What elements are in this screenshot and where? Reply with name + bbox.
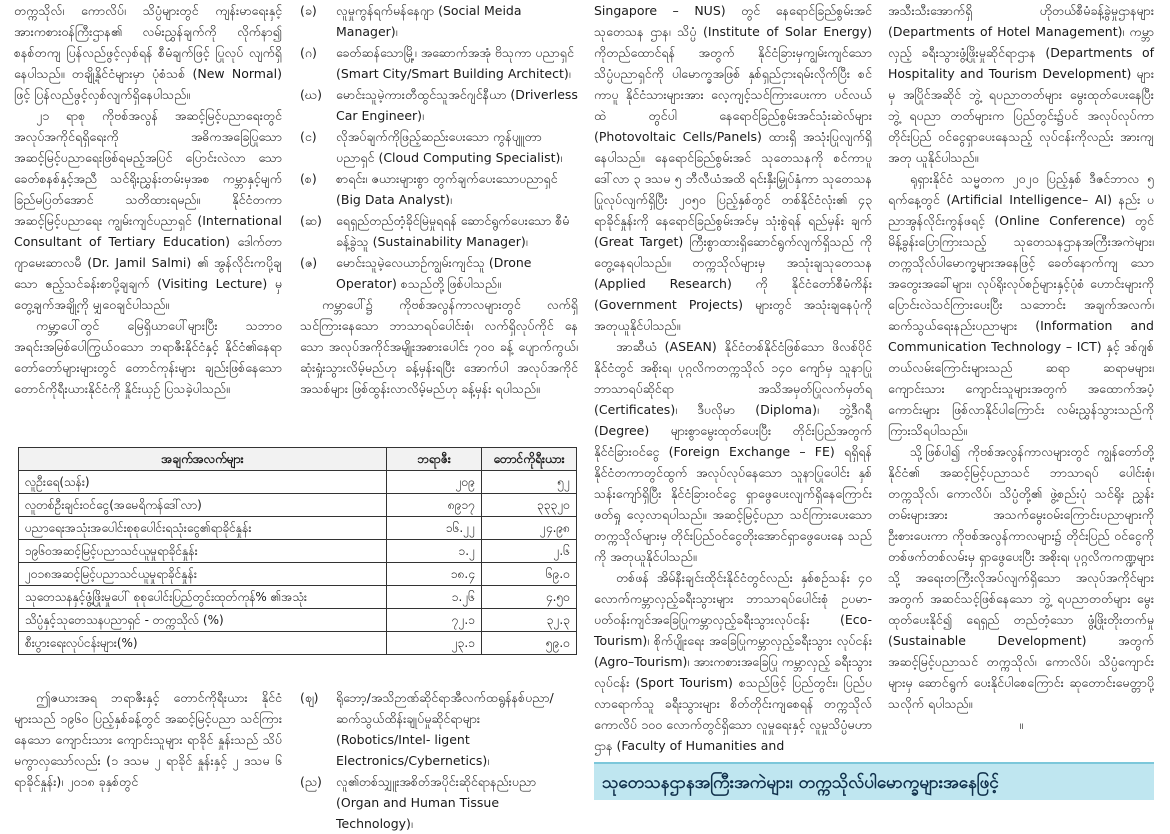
table-row — [19, 517, 577, 540]
section-heading-banner: သုတေသနဌာနအကြီးအကဲများ၊ တက္ကသိုလ်ပါမောက္ခများအနေဖြင့် — [594, 762, 1154, 800]
list-marker: (ည) — [300, 774, 322, 789]
col1-paragraph: ၂၁ ရာစု ကိုဗစ်အလွန် အဆင့်မြင့်ပညာရေးတွင် အလုပ်အကိုင်ရရှိရေးကို အဓိကအခြေပြုသော အဆင့်မြင့်ပညာရေးဖြစ်ရမည့်အပြင် ပြောင်းလဲလာ သောခေတ်စနစ်နှင့်အညီ သင်ရိုးညွှန်းတမ်းမှအစ ကမ္ဘာနှင့်မျက်ခြည်မပြတ်အောင် သတိထားရမည်။ နိုင်ငံတကာ အဆင့်မြင့်ပညာရေး ကျွမ်းကျင်ပညာရှင် (International Consultant of Tertiary Education) ဒေါက်တာ ဂျာမေးဆာလမီ (Dr. Jamil Salmi) ၏ အွန်လိုင်းကပို့ချသော ဧည့်သင်ခန်းစာပို့ချချက် (Visiting Lecture) မှ တွေ့ချက်အချို့ကို မျှဝေချင်ပါသည်။ — [14, 108, 282, 312]
table-cell: ၁.၂ — [387, 540, 482, 563]
table-row — [19, 563, 577, 586]
list-text: လူမှုကွန်ရက်မန်နေဂျာ (Social Meida Manager)၊ — [336, 3, 522, 39]
list-item — [300, 687, 578, 771]
table-cell: ၃၂.၃ — [482, 609, 577, 632]
table-cell: ၆၉.၀ — [482, 563, 577, 586]
list-marker: (ခ) — [300, 3, 317, 18]
list-marker: (ဃ) — [300, 87, 322, 102]
list-item — [300, 126, 578, 168]
list-text: ရေရှည်တည်တံ့ခိုင်မြဲမှုရရန် ဆောင်ရွက်ပေးသော စီမံခန့်ခွဲသူ (Sustainability Manager)၊ — [336, 213, 570, 249]
list-text: စာရင်း၊ ဇယားများစွာ တွက်ချက်ပေးသောပညာရှင် (Big Data Analyst)၊ — [336, 171, 558, 207]
list-item — [300, 252, 578, 294]
list-text: ခေတ်ဆန်သောမြို့၊ အဆောက်အအုံ ဗိသုကာ ပညာရှင် (Smart City/Smart Building Architect)၊ — [336, 45, 574, 81]
list-text: လူ၏တစ်သျှူးအစိတ်အပိုင်းဆိုင်ရာနည်းပညာ (Organ and Human Tissue Technology)၊ — [336, 774, 537, 831]
table-cell: ၇၂.၁ — [387, 609, 482, 632]
table-row — [19, 609, 577, 632]
list-item — [300, 0, 578, 42]
table-cell: လူတစ်ဦးချင်းဝင်ငွေ(အမေရိကန်ဒေါ်လာ) — [19, 494, 387, 517]
column-1 — [14, 0, 282, 440]
list-item — [300, 84, 578, 126]
job-list-continued — [300, 687, 578, 834]
col2-paragraph: ကမ္ဘာပေါ်၌ ကိုဗစ်အလွန်ကာလများတွင် လက်ရှိ သင်ကြားနေသော ဘာသာရပ်ပေါင်းစုံ၊ လက်ရှိလုပ်ကိုင် နေသော အလုပ်အကိုင်အမျိုးအစားပေါင်း ၇၀၀ ခန့် ပျောက်ကွယ်၊ ဆုံးရှုံးသွားလိမ့်မည်ဟု ခန့်မှန်းရပြီး အောက်ပါ အလုပ်အကိုင်အသစ်များ ဖြစ်ထွန်းလာလိမ့်မည်ဟု ခန့်မှန်း ရပါသည်။ — [300, 297, 578, 396]
column-4 — [888, 0, 1154, 758]
list-marker: (ဂ) — [300, 45, 317, 60]
list-marker: (ဇ) — [300, 255, 318, 270]
list-text: ရိုဘော့/အသိဉာဏ်ဆိုင်ရာအီလက်ထရွန်နစ်ပညာ/ ဆက်သွယ်ထိန်းချုပ်မှုဆိုင်ရာများ (Robotics/Intel- ligent Electronics/Cybernetics)၊ — [336, 690, 554, 768]
table-cell: ၁၆.၂၂ — [387, 517, 482, 540]
col3-paragraph: တစ်ဖန် အိမ်နီးချင်းထိုင်းနိုင်ငံတွင်လည်း နှစ်စဉ်သန်း ၄၀ လောက်ကမ္ဘာလှည့်ခရီးသွားများ ဘာသာရပ်ပေါင်းစုံ ဥပမာ- ပတ်ဝန်းကျင်အခြေပြုကမ္ဘာလှည့်ခရီးသွားလုပ်ငန်း (Eco- Tourism)၊ စိုက်ပျိုးရေး အခြေပြုကမ္ဘာလှည့်ခရီးသွား လုပ်ငန်း (Agro–Tourism)၊ အားကစားအခြေပြု ကမ္ဘာလှည့် ခရီးသွားလုပ်ငန်း (Sport Tourism) စသည်ဖြင့် ပြည်တွင်း၊ ပြည်ပလာရောက်သူ ခရီးသွားများ စိတ်တိုင်းကျစေရန် တက္ကသိုလ်ကောလိပ် ၁၀၀ လောက်တွင်ရှိသော လူမှုရေးနှင့် လူမှုသိပ္ပံမဟာဌာန (Faculty of Humanities and — [594, 570, 872, 753]
list-text: မောင်းသူမဲ့လေယာဉ်ကျွမ်းကျင်သူ (Drone Operator) စသည်တို့ဖြစ်ပါသည်။ — [336, 255, 532, 291]
table-cell: သုတေသနနှင့်ဖွံ့ဖြိုးမှုပေါ် စုစုပေါင်းပြည်တွင်းထုတ်ကုန်% ၏အသုံး — [19, 586, 387, 609]
list-item — [300, 771, 578, 834]
table-row — [19, 540, 577, 563]
table-cell: ၈၉၁၇ — [387, 494, 482, 517]
col3-paragraph: Singapore – NUS) တွင် နေရောင်ခြည်စွမ်းအင်သုတေသန ဌာန၊ သိပ္ပံ (Institute of Solar Energy) ကိုတည်ထောင်ရန် အတွက် နိုင်ငံခြားမှကျွမ်းကျင်သော သိပ္ပံပညာရှင်ကို ပါမောက္ခအဖြစ် နှစ်ရှည်ငှားရမ်းလိုက်ပြီး စင်ကာပူ နိုင်ငံသားများအား လေ့ကျင့်သင်ကြားပေးကာ ပင်လယ်ထဲ တွင်ပါ နေရောင်ခြည်စွမ်းအင်သုံးဆဲလ်များ (Photovoltaic Cells/Panels) ထားရှိ အသုံးပြုလျက်ရှိနေပါသည်။ နေရောင်ခြည်စွမ်းအင် သုတေသနကို စင်ကာပူဒေါ်လာ ၃ ဒသမ ၅ ဘီလီယံအထိ ရင်းနှီးမြှုပ်နှံကာ သုတေသန ပြုလုပ်လျက်ရှိပြီး ၂၀၅၀ ပြည့်နှစ်တွင် တစ်နိုင်ငံလုံး၏ ၄၃ ရာခိုင်နှုန်းကို နေရောင်ခြည်စွမ်းအင်မှ သုံးစွဲရန် ရည်မှန်း ချက် (Great Target) ကြီးစွာထားရှိဆောင်ရွက်လျက်ရှိသည် ကို တွေ့နေရပါသည်။ တက္ကသိုလ်များမှ အသုံးချသုတေသန (Applied Research) ကို နိုင်ငံတော်စီမံကိန်း (Government Projects) များတွင် အသုံးချနေပုံကို အတုယူနိုင်ပါသည်။ — [594, 3, 872, 333]
table-cell: ၁.၂၆ — [387, 586, 482, 609]
table-header-row — [19, 448, 577, 471]
table-cell: ၃၃၃၂၀ — [482, 494, 577, 517]
table-cell: စီးပွားရေးလုပ်ငန်းများ(%) — [19, 632, 387, 655]
col4-paragraph: အသီးသီးအောက်ရှိ ဟိုတယ်စီမံခန့်ခွဲမှုဌာနများ (Departments of Hotel Management)၊ ကမ္ဘာလှည့် ခရီးသွားဖွံ့ဖြိုးမှုဆိုင်ရာဌာန (Departments of Hospitality and Tourism Development) များမှ အပြိုင်အဆိုင် ဘွဲ့ ရပညာတတ်များ မွေးထုတ်ပေးနေပြီး ဘွဲ့ ရပညာ တတ်များက ပြည်တွင်း၌ပင် အလုပ်လုပ်ကာ တိုင်းပြည် ဝင်ငွေရှာပေးနေသည့် လုပ်ငန်းကိုလည်း အားကျအတု ယူနိုင်ပါသည်။ — [888, 3, 1154, 165]
table-row — [19, 494, 577, 517]
table-header: တောင်ကိုရီးယား — [482, 448, 577, 471]
comparison-table — [18, 447, 577, 655]
table-cell: ၅၂ — [482, 471, 577, 494]
list-marker: (ဈ) — [300, 690, 319, 705]
lower-left-text — [14, 687, 282, 800]
list-marker: (ဆ) — [300, 213, 322, 228]
table-cell: ၁၈.၄ — [387, 563, 482, 586]
table-row — [19, 586, 577, 609]
table-header: အချက်အလက်များ — [19, 448, 387, 471]
list-marker: (စ) — [300, 171, 317, 186]
table-cell: ၅၉.၀ — [482, 632, 577, 655]
job-list — [300, 0, 578, 294]
table-row — [19, 632, 577, 655]
col4-paragraph: သို့ဖြစ်ပါ၍ ကိုဗစ်အလွန်ကာလများတွင် ကျွန်တော်တို့နိုင်ငံ၏ အဆင့်မြင့်ပညာသင် ဘာသာရပ် ပေါင်းစုံ၊ တက္ကသိုလ်၊ ကောလိပ်၊ သိပ္ပံတို့၏ ဖွဲ့စည်းပုံ သင်ရိုး ညွှန်းတမ်းများအား အသက်မွေးဝမ်းကြောင်းပညာများကို ဦးစားပေးကာ ကိုဗစ်အလွန်ကာလများ၌ တိုင်းပြည် ဝင်ငွေကို တစ်ဖက်တစ်လမ်းမှ ရှာဖွေပေးပြီး အစိုးရ၊ ပုဂ္ဂလိကကဏ္ဍများသို့ အရေးတကြီးလိုအပ်လျက်ရှိသော အလုပ်အကိုင်များအတွက် အဆင်သင့်ဖြစ်နေသော ဘွဲ့ ရပညာတတ်များ မွေးထုတ်ပေးနိုင်၍ ရေရှည် တည်တံ့သော ဖွံ့ဖြိုးတိုးတက်မှု (Sustainable Development) အတွက် အဆင့်မြင့်ပညာသင် တက္ကသိုလ်၊ ကောလိပ်၊ သိပ္ပံကျောင်းများမှ ဆောင်ရွက် ပေးနိုင်ပါစေကြောင်း ဆုတောင်းမေတ္တာပို့သလိုက် ရပါသည်။ — [888, 444, 1154, 711]
table-row — [19, 471, 577, 494]
table-cell: ၄.၅၀ — [482, 586, 577, 609]
col3-paragraph: အာဆီယံ (ASEAN) နိုင်ငံတစ်နိုင်ငံဖြစ်သော ဖိလစ်ပိုင် နိုင်ငံတွင် အစိုးရ၊ ပုဂ္ဂလိကတက္ကသိုလ် ၁၄၀ ကျော်မှ သူနာပြုဘာသာရပ်ဆိုင်ရာ အသိအမှတ်ပြုလက်မှတ်ရ (Certificates)၊ ဒီပလိုမာ (Diploma)၊ ဘွဲ့ဒီဂရီ (Degree) များစွာမွေးထုတ်ပေးပြီး တိုင်းပြည်အတွက် နိုင်ငံခြားဝင်ငွေ (Foreign Exchange – FE) ရရှိရန် နိုင်ငံတကာတွင်ထွက် အလုပ်လုပ်နေသော သူနာပြုပေါင်း နှစ်သန်းကျော်ရှိပြီး နိုင်ငံခြားဝင်ငွေ ရှာဖွေပေးလျက်ရှိနေကြောင်း ဖတ်ရှု လေ့လာရပါသည်။ အဆင့်မြင့်ပညာ သင်ကြားပေးသော တက္ကသိုလ်များမှ တိုင်းပြည်ဝင်ငွေတိုးအောင်ရှာဖွေပေးနေ သည်ကို အတုယူနိုင်ပါသည်။ — [594, 339, 872, 564]
list-marker: (င) — [300, 129, 317, 144]
table-cell: ၂၄.၉၈ — [482, 517, 577, 540]
table-cell: ၂၀၉ — [387, 471, 482, 494]
table-cell: ၁၉၆၀အဆင့်မြင့်ပညာသင်ယူမှုရာခိုင်နှုန်း — [19, 540, 387, 563]
end-mark: ။ — [1019, 717, 1023, 732]
table-cell: သိပ္ပံနှင့်သုတေသနပညာရှင် - တက္ကသိုလ် (%) — [19, 609, 387, 632]
table-header: ဘရာဇီး — [387, 448, 482, 471]
table-cell: ပညာရေးအသုံးအပေါင်းစုစုပေါင်းရသုံးငွေ၏ရာခိုင်နှုန်း — [19, 517, 387, 540]
table-cell: ၂၃.၁ — [387, 632, 482, 655]
list-text: မောင်းသူမဲ့ကားတီထွင်သူအင်ဂျင်နီယာ (Driverless Car Engineer)၊ — [336, 87, 578, 123]
col1-paragraph: ကမ္ဘာ့ပေါ်တွင် မြေရှိယာပေါ်များပြီး သဘာဝ အရင်းအမြစ်ပေါကြွယ်ဝသော ဘရာဇီးနိုင်ငံနှင့် နိုင်ငံ၏နေရာ တော်တော်များများတွင် တောင်ကုန်းများ ချည်းဖြစ်နေသော တောင်ကိုရီးယားနိုင်ငံကို နှိုင်းယှဉ် ပြသခဲ့ပါသည်။ — [14, 318, 282, 396]
list-item — [300, 210, 578, 252]
table-cell: ၂၀၁၈အဆင့်မြင့်ပညာသင်ယူမှုရာခိုင်နှုန်း — [19, 563, 387, 586]
column-3 — [594, 0, 872, 758]
col4-paragraph: ရုရှားနိုင်ငံ သမ္မတက ၂၀၂၀ ပြည့်နှစ် ဒီဇင်ဘာလ ၅ ရက်နေ့တွင် (Artificial Intelligence– AI) နည်း ပညာအွန်လိုင်းကွန်ဖရင့် (Online Conference) တွင် မိန့်ခွန်းပြောကြားသည့် သုတေသနဌာနအကြီးအကဲများ၊ တက္ကသိုလ်ပါမောက္ခများအနေဖြင့် ခေတ်နောက်ကျ သော အတွေးအခေါ်များ၊ လုပ်ရိုးလုပ်စဉ်များနှင့်ပုံစံ ဟောင်းများကို ပြောင်းလဲသင်ကြားပေးပြီး သဘောင်း အချက်အလက်၊ ဆက်သွယ်ရေးနည်းပညာများ (Information and Communication Technology – ICT) နှင့် ဒစ်ဂျစ်တယ်လမ်းကြောင်းများသည် ဆရာ ဆရာမများ၊ ကျောင်းသား ကျောင်းသူများအတွက် အထောက်အပံ့ကောင်းများ ဖြစ်လာနိုင်ပါကြောင်း လမ်းညွှန်သွားသည်ကို ကြားသိရပါသည်။ — [888, 171, 1154, 438]
list-item — [300, 42, 578, 84]
table-cell: ၂.၆ — [482, 540, 577, 563]
lower-left-paragraph: ဤဇယားအရ ဘရာဇီးနှင့် တောင်ကိုရီးယား နိုင်ငံများသည် ၁၉၆၀ ပြည့်နှစ်ခန့်တွင် အဆင့်မြင့်ပညာ သင်ကြားနေသော ကျောင်းသား ကျောင်းသူများ ရာခိုင် နှုန်းသည် သိပ်မကွာလှသော်လည်း (၁ ဒသမ ၂ ရာခိုင် နှုန်းနှင့် ၂ ဒသမ ၆ ရာခိုင်နှုန်း)၊ ၂၀၁၈ ခုနှစ်တွင် — [14, 690, 282, 789]
col1-paragraph: တက္ကသိုလ်၊ ကောလိပ်၊ သိပ္ပံများတွင် ကျန်းမာရေးနှင့် အားကစားဝန်ကြီးဌာန၏ လမ်းညွှန်ချက်ကို လိုက်နာ၍ စနစ်တကျ ပြန်လည်ဖွင့်လှစ်ရန် စီမံချက်ဖြင့် ပြုလုပ် လျက်ရှိနေပါသည်။ တချို့နိုင်ငံများမှာ ပုံစံသစ် (New Normal) ဖြင့် ပြန်လည်ဖွင့်လှစ်လျက်ရှိနေပါသည်။ — [14, 3, 282, 102]
column-2 — [300, 0, 578, 440]
list-item — [300, 168, 578, 210]
lower-mid-list — [300, 687, 578, 831]
list-text: လိုအပ်ချက်ကိုဖြည့်ဆည်းပေးသော ကွန်ပျူတာ ပညာရှင် (Cloud Computing Specialist)၊ — [336, 129, 563, 165]
table-cell: လူဦးရေ(သန်း) — [19, 471, 387, 494]
